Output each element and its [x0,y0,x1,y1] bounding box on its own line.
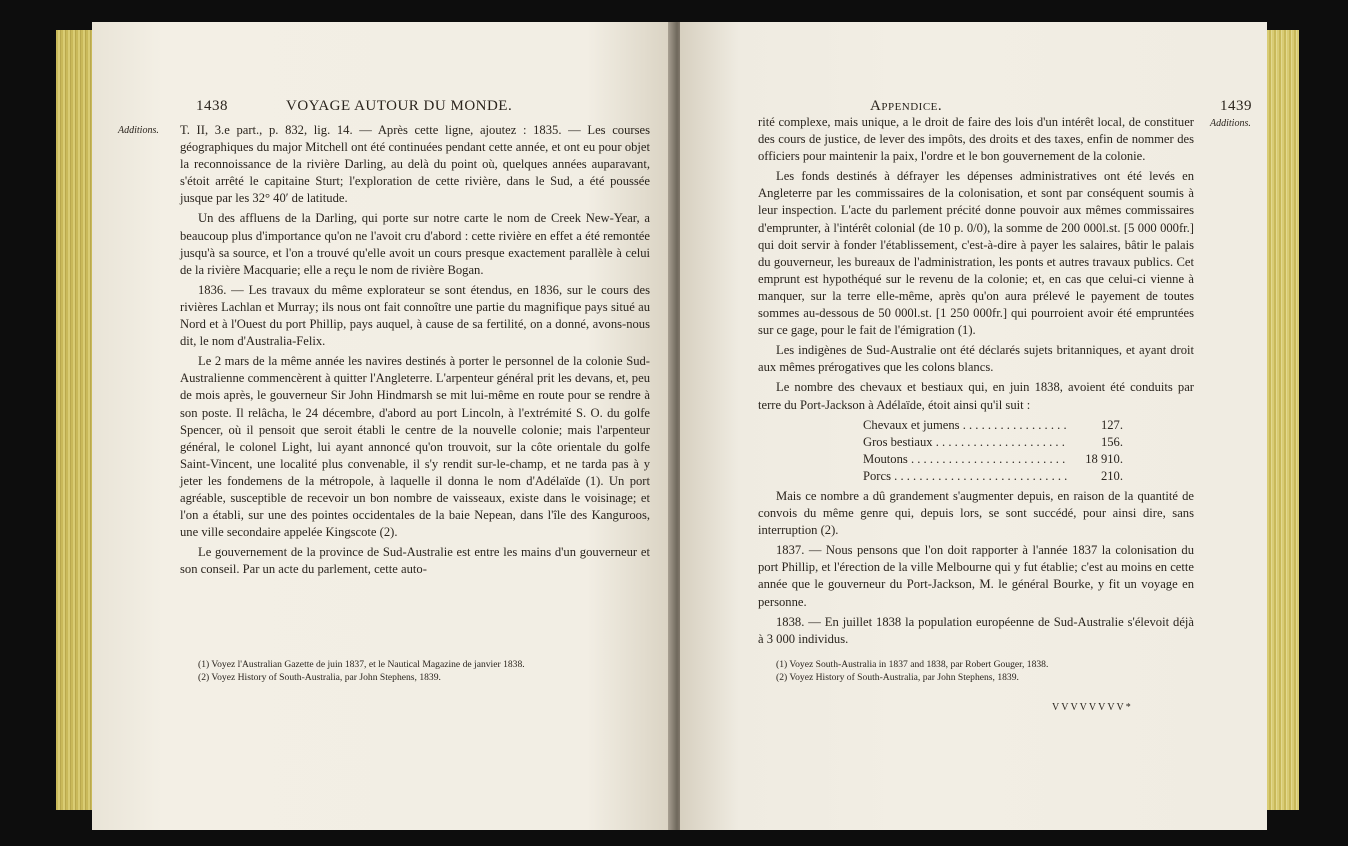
livestock-row [863,468,1123,485]
paragraph: Le nombre des chevaux et bestiaux qui, en juin 1838, avoient été conduits par terre du Port-Jackson à Adélaïde, étoit ainsi qu'il suit : [758,380,1194,412]
paragraph: Les indigènes de Sud-Australie ont été déclarés sujets britanniques, et ayant droit aux mêmes prérogatives que les colons blancs. [758,343,1194,375]
footnote: (1) Voyez l'Australian Gazette de juin 1837, et le Nautical Magazine de janvier 1838. [198,659,525,670]
paragraph: rité complexe, mais unique, a le droit de faire des lois d'un intérêt local, de constituer des cours de justice, de lever des impôts, des droits et des taxes, enfin de nommer des officiers pour maintenir la paix, l'ordre et le bon gouvernement de la colonie. [758,115,1194,164]
signature-mark: VVVVVVVV* [1052,702,1133,713]
right-body-text [758,114,1194,651]
left-running-title: VOYAGE AUTOUR DU MONDE. [286,98,513,114]
livestock-table [758,417,1194,485]
left-body-text [180,122,650,581]
right-running-title: Appendice. [870,98,943,114]
right-page [680,22,1267,830]
paragraph: 1837. — Nous pensons que l'on doit rapporter à l'année 1837 la colonisation du port Phillip, et l'érection de la ville Melbourne qui y fut établie; c'est au moins en cette année que le gouverneur du Port-Jackson, M. le général Bourke, y fit un voyage en personne. [758,543,1194,609]
livestock-name: Porcs . . . [863,468,1067,485]
right-page-edges [1267,30,1299,810]
livestock-count: 127. [1100,417,1123,432]
livestock-row [863,417,1123,434]
footnote: (1) Voyez South-Australia in 1837 and 1838, par Robert Gouger, 1838. [776,659,1049,670]
livestock-count: 18 910. [1085,451,1123,466]
paragraph: Le 2 mars de la même année les navires destinés à porter le personnel de la colonie Sud-Australienne commencèrent à quitter l'Angleterre. L'arpenteur général prit les devans, et, peu de mois après, le gouverneur Sir John Hindmarsh se mit lui-même en route pour se rendre à son poste. Il relâcha, le 24 décembre, d'abord au port Lincoln, à l'extrémité S. O. du golfe Spencer, où il pensoit que seroit établi le centre de la nouvelle colonie; mais l'arpenteur général, le colonel Light, lui ayant annoncé qu'on trouvoit, sur la côte orientale du golfe Saint-Vincent, une localité plus convenable, il s'y rendit sur-le-champ, et ne tarda pas à y jeter les fondemens de la métropole, à laquelle il donna le nom d'Adélaïde (1). Un port agréable, susceptible de recevoir un bon nombre de vaisseaux, existe dans le voisinage; et l'on a établi, sur une des pointes occidentales de la baie Nepean, dans l'île des Kanguroos, une ville secondaire appelée Kingscote (2). [180,354,650,540]
livestock-row [863,434,1123,451]
paragraph: Un des affluens de la Darling, qui porte sur notre carte le nom de Creek New-Year, a beaucoup plus d'importance qu'on ne l'avoit cru d'abord : cette rivière en effet a été remontée jusqu'à sa source, et l'on a trouvé qu'elle avoit un cours presque exactement parallèle à celui de la rivière Macquarie; elle a reçu le nom de rivière Bogan. [180,211,650,277]
right-page-number: 1439 [1220,98,1252,114]
paragraph: 1838. — En juillet 1838 la population européenne de Sud-Australie s'élevoit déjà à 3 000 individus. [758,614,1194,646]
footnote: (2) Voyez History of South-Australia, par John Stephens, 1839. [776,672,1019,683]
livestock-name: Chevaux et jumens . . . [863,417,1067,434]
left-page-number: 1438 [196,98,228,114]
livestock-count: 210. [1100,468,1123,483]
right-margin-note: Additions. [1210,118,1251,129]
livestock-name: Moutons . . . [863,451,1067,468]
left-page [92,22,674,830]
livestock-row [863,451,1123,468]
left-page-edges [56,30,92,810]
paragraph: Les fonds destinés à défrayer les dépenses administratives ont été levés en Angleterre par les commissaires de la colonisation, et sont par conséquent soumis à leur inspection. L'acte du parlement précité donne pouvoir aux mêmes commissaires d'emprunter, à l'intérêt colonial (de 10 p. 0/0), la somme de 200 000l.st. [5 000 000fr.] qui doit servir à fonder l'établissement, c'est-à-dire à payer les salaires, bâtir le palais du gouverneur, les bureaux de l'administration, les ponts et autres travaux publics. Cet emprunt est hypothéqué sur le revenu de la colonie; et, en cas que celui-ci vienne à manquer, sur la terre elle-même, après qu'on aura prélevé le payement de toutes sommes au-dessous de 50 000l.st. [1 250 000fr.] qui pourroient avoir été empruntées sur ce gage, pour le fait de l'émigration (1). [758,169,1194,338]
footnote: (2) Voyez History of South-Australia, par John Stephens, 1839. [198,672,441,683]
paragraph: T. II, 3.e part., p. 832, lig. 14. — Après cette ligne, ajoutez : 1835. — Les courses géographiques du major Mitchell ont été continuées pendant cette année, et ont eu pour objet la reconnoissance de la rivière Darling, au delà du point où, quelques années auparavant, s'étoit arrêté le capitaine Sturt; l'exploration de cette rivière, dans le Sud, a été poussée jusque par les 32° 40′ de latitude. [180,123,650,206]
paragraph: 1836. — Les travaux du même explorateur se sont étendus, en 1836, sur le cours des rivières Lachlan et Murray; ils nous ont fait connoître une partie du magnifique pays situé au Nord et à l'Ouest du port Phillip, pays auquel, à cause de sa fertilité, on a donné, avons-nous dit, le nom d'Australia-Felix. [180,282,650,349]
livestock-count: 156. [1100,434,1123,449]
paragraph: Le gouvernement de la province de Sud-Australie est entre les mains d'un gouverneur et son conseil. Par un acte du parlement, cette auto- [180,545,650,577]
livestock-name: Gros bestiaux . . . [863,434,1067,451]
left-margin-note: Additions. [118,125,159,136]
left-footnotes [198,658,658,684]
right-footnotes [776,658,1206,684]
paragraph: Mais ce nombre a dû grandement s'augmenter depuis, en raison de la quantité de convois du même genre qui, depuis lors, se sont succédé, pour ainsi dire, sans interruption (2). [758,488,1194,538]
